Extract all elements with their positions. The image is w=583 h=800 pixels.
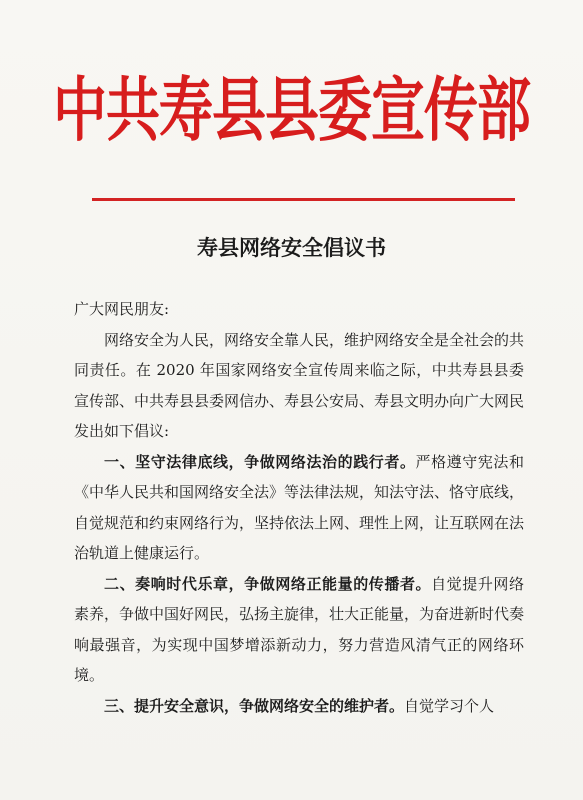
document-title: 寿县网络安全倡议书 bbox=[197, 235, 386, 260]
section-paragraph-2 bbox=[74, 569, 524, 691]
section-paragraph-1 bbox=[74, 447, 524, 569]
intro-paragraph: 网络安全为人民，网络安全靠人民，维护网络安全是全社会的共同责任。在 2020 年国家网络安全宣传周来临之际，中共寿县县委宣传部、中共寿县县委网信办、寿县公安局、寿县文明办向广大网民发出如下倡议: bbox=[74, 330, 525, 440]
section-text-2: 自觉提升网络素养，争做中国好网民，弘扬主旋律，壮大正能量，为奋进新时代奏响最强音，为实现中国梦增添新动力，努力营造风清气正的网络环境。 bbox=[74, 574, 525, 684]
section-heading-1: 一、坚守法律底线，争做网络法治的践行者。 bbox=[104, 452, 416, 471]
section-text-3: 自觉学习个人 bbox=[404, 696, 495, 715]
document-body bbox=[74, 294, 524, 721]
red-divider-line bbox=[92, 198, 515, 201]
section-text-1: 严格遵守宪法和《中华人民共和国网络安全法》等法律法规，知法守法、恪守底线，自觉规范和约束网络行为，坚持依法上网、理性上网，让互联网在法治轨道上健康运行。 bbox=[74, 452, 525, 562]
section-heading-3: 三、提升安全意识，争做网络安全的维护者。 bbox=[104, 696, 405, 715]
section-paragraph-3 bbox=[74, 691, 524, 722]
salutation: 广大网民朋友: bbox=[74, 300, 170, 318]
section-heading-2: 二、奏响时代乐章，争做网络正能量的传播者。 bbox=[104, 574, 432, 593]
letterhead: 中共寿县县委宣传部 bbox=[53, 70, 530, 151]
